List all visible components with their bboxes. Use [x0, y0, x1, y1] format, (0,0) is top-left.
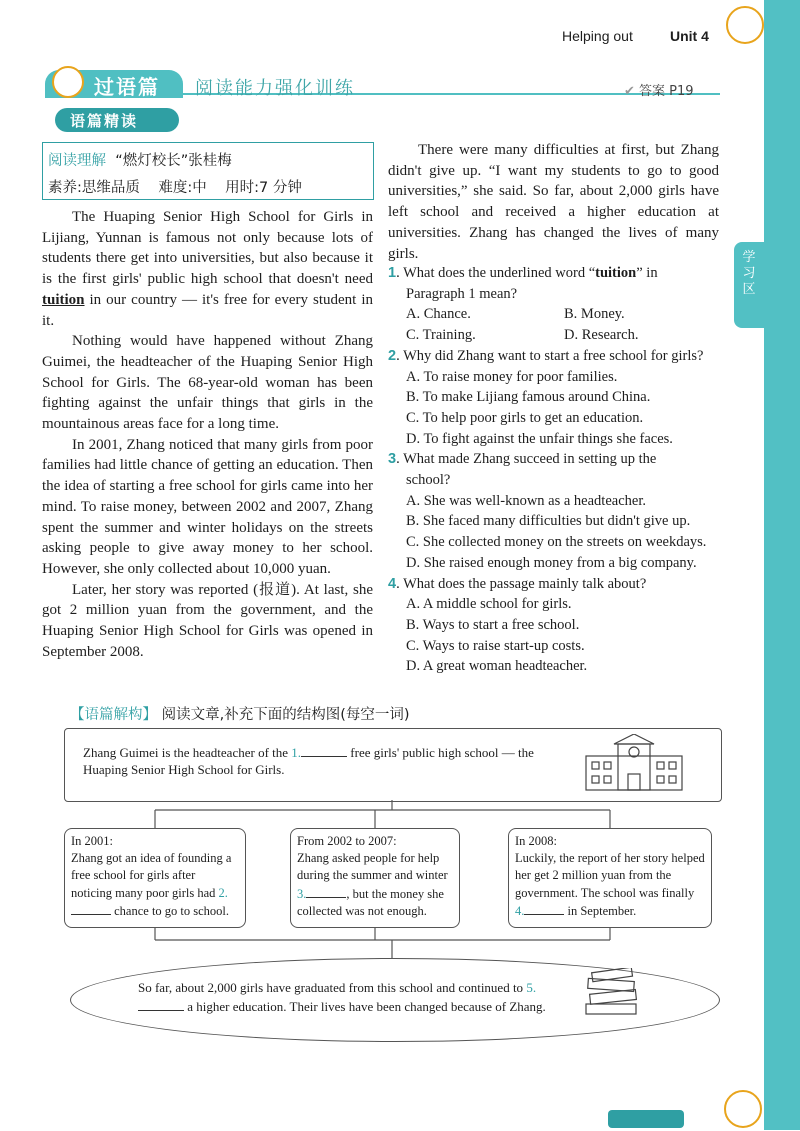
top-text-b: free girls' public high school — the Huaping Senior High School for Girls.: [83, 745, 534, 777]
structure-instruction: 阅读文章,补充下面的结构图(每空一词): [161, 707, 410, 723]
question-4: [388, 574, 728, 678]
difficulty-value: 中: [192, 180, 207, 196]
school-building-icon: [582, 734, 686, 794]
passage-paragraph-4: Later, her story was reported (报道). At last, she got 2 million yuan from the government, and the Huaping Senior High School for Girls was opened in September 2008.: [42, 581, 373, 660]
option-row: [388, 304, 728, 325]
banner-subtitle: 阅读能力强化训练: [195, 78, 355, 99]
time-label: 用时:: [225, 180, 260, 196]
option-c: C. To help poor girls to get an education.: [406, 409, 644, 426]
info-line-meta: [48, 176, 302, 197]
mascot-icon-bottom: [724, 1090, 762, 1128]
structure-connector: [150, 800, 640, 828]
blank-number-5: 5.: [526, 980, 537, 995]
question-3: [388, 449, 728, 573]
option-d: D. She raised enough money from a big company.: [406, 554, 697, 571]
top-text-a: Zhang Guimei is the headteacher of the: [83, 745, 292, 760]
timeline-box-2002: [290, 828, 460, 928]
page-edge-strip: [764, 0, 800, 1130]
answer-text: 答案 P19: [639, 84, 694, 99]
question-stem: . What does the underlined word “: [396, 265, 596, 281]
box-text-a: Luckily, the report of her story helped her get 2 million yuan from the government. The school was finally: [515, 851, 705, 900]
cloud-text-b: a higher education. Their lives have been changed because of Zhang.: [184, 999, 546, 1014]
time-value: 7 分钟: [259, 180, 302, 196]
question-number: 1: [388, 265, 397, 281]
difficulty-label: 难度:: [158, 180, 193, 196]
option-a: A. A middle school for girls.: [406, 596, 572, 613]
passage-paragraph-5: There were many difficulties at first, but Zhang didn't give up. “I want my students to go to good universities,” she said. So far, about 2,000 girls have left school and received a higher education at universities. Zhang has changed the lives of many girls.: [388, 142, 719, 262]
question-stem-cont: school?: [406, 472, 451, 489]
info-line-title: [48, 149, 232, 170]
option-c: C. She collected money on the streets on weekdays.: [406, 534, 707, 551]
header-topic: Helping out: [562, 28, 633, 44]
banner-mascot-icon: [52, 66, 84, 98]
option-b: B. To make Lijiang famous around China.: [406, 389, 651, 406]
question-stem-cont: Paragraph 1 mean?: [406, 285, 518, 302]
mascot-icon: [726, 6, 764, 44]
side-tab-label: 学习区: [742, 250, 756, 297]
question-number: 4: [388, 575, 397, 592]
option-b: B. She faced many difficulties but didn't give up.: [406, 513, 691, 530]
blank-number-1: 1.: [291, 745, 302, 760]
option-b: B. Money.: [564, 306, 625, 323]
box-title: In 2001:: [71, 834, 114, 848]
questions: [388, 263, 728, 677]
question-stem: . Why did Zhang want to start a free school for girls?: [396, 347, 704, 364]
structure-top-text: [83, 744, 553, 778]
header-unit: Unit 4: [670, 28, 709, 44]
question-1: [388, 263, 728, 346]
page-tag: [608, 1110, 684, 1128]
option-c: C. Ways to raise start-up costs.: [406, 637, 585, 654]
box-text-b: in September.: [564, 903, 637, 918]
timeline-box-2001: [64, 828, 246, 928]
question-stem-end: ” in: [636, 265, 658, 281]
banner-title: 过语篇: [94, 75, 160, 99]
p1-text-a: The Huaping Senior High School for Girls in Lijiang, Yunnan is famous not only because lots of students there get into universities, but also because it is the first girls' public high school that doesn't need: [42, 209, 373, 288]
structure-tag: 【语篇解构】: [70, 707, 157, 723]
blank-number-4: 4.: [515, 903, 525, 918]
cloud-text-a: So far, about 2,000 girls have graduated from this school and continued to: [138, 980, 527, 995]
blank-number-2: 2.: [218, 885, 228, 900]
underlined-word: tuition: [42, 291, 85, 308]
box-title: From 2002 to 2007:: [297, 834, 397, 848]
question-2: [388, 346, 728, 450]
option-d: D. Research.: [564, 327, 639, 344]
timeline-box-2008: [508, 828, 712, 928]
reading-type: 阅读理解: [48, 153, 106, 169]
box-title: In 2008:: [515, 834, 558, 848]
passage-title: “燃灯校长”张桂梅: [115, 153, 232, 169]
question-keyword: tuition: [595, 265, 637, 281]
option-b: B. Ways to start a free school.: [406, 616, 580, 633]
blank-4[interactable]: [524, 902, 564, 915]
option-row: [388, 325, 728, 346]
structure-connector-bottom: [150, 928, 640, 958]
literacy-label: 素养:: [48, 180, 82, 196]
option-a: A. To raise money for poor families.: [406, 368, 618, 385]
blank-5[interactable]: [138, 998, 184, 1011]
option-a: A. Chance.: [406, 306, 471, 323]
passage-paragraph-1: [42, 207, 373, 331]
blank-number-3: 3.: [297, 886, 307, 901]
passage-paragraph-3: In 2001, Zhang noticed that many girls from poor families had little chance of getting an education. Then the idea of starting a free school for girls came into her mind. To raise money, between 2002 and 2007, Zhang spent the summer and winter holidays on the streets asking people to give away money to her school. However, she only collected about 10,000 yuan.: [42, 436, 373, 577]
box-text-a: Zhang got an idea of founding a free school for girls after noticing many poor girls had: [71, 851, 232, 900]
option-d: D. A great woman headteacher.: [406, 658, 588, 675]
books-icon: [582, 968, 642, 1020]
page-number: 46: [692, 1108, 715, 1130]
section-title: 语篇精读: [70, 112, 139, 130]
literacy-value: 思维品质: [81, 180, 140, 196]
box-text-b: chance to go to school.: [111, 903, 230, 918]
blank-1[interactable]: [301, 744, 347, 757]
p1-text-b: in our country — it's free for every student in it.: [42, 291, 373, 329]
box-text-b: , but the money she collected was not enough.: [297, 886, 444, 918]
box-text-a: Zhang asked people for help during the summer and winter: [297, 851, 448, 883]
check-icon: ✔: [624, 84, 640, 99]
passage-paragraph-2: Nothing would have happened without Zhang Guimei, the headteacher of the Huaping Senior High School for Girls. The 68-year-old woman has been fighting against the unfair things that girls in the mountainous areas face for a long time.: [42, 333, 373, 433]
question-stem: . What made Zhang succeed in setting up the: [396, 451, 657, 468]
passage-left-column: [42, 207, 373, 662]
question-number: 2: [388, 347, 397, 364]
option-d: D. To fight against the unfair things she faces.: [406, 430, 673, 447]
question-stem: . What does the passage mainly talk about?: [396, 575, 647, 592]
option-c: C. Training.: [406, 327, 476, 344]
option-a: A. She was well-known as a headteacher.: [406, 492, 646, 509]
question-number: 3: [388, 451, 397, 468]
blank-2[interactable]: [71, 902, 111, 915]
answer-reference: [624, 80, 694, 99]
structure-heading: [70, 703, 410, 724]
blank-3[interactable]: [306, 885, 346, 898]
cloud-text: [138, 978, 578, 1016]
passage-right-column: [388, 140, 719, 264]
